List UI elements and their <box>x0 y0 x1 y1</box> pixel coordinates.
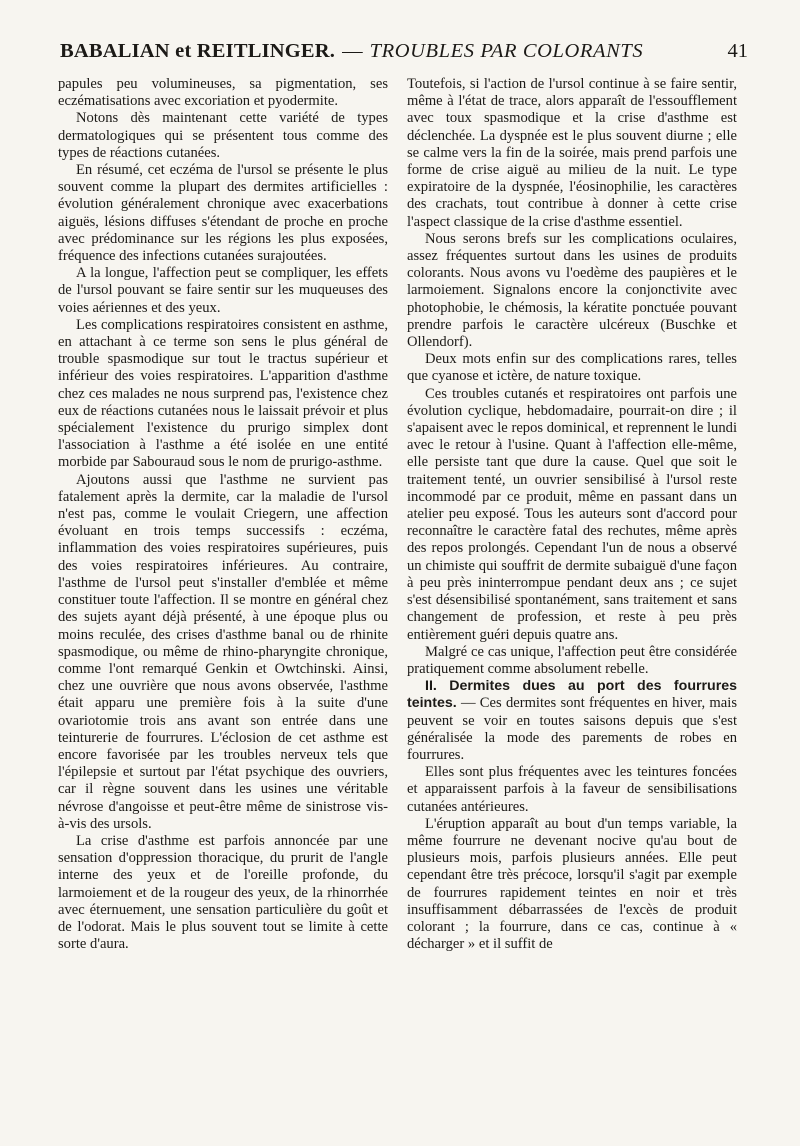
paragraph: Elles sont plus fréquentes avec les teintures foncées et apparaissent parfois à la faveur de sensibilisations cutanées antérieures. <box>407 764 737 815</box>
paragraph: L'éruption apparaît au bout d'un temps variable, la même fourrure ne devenant nocive qu'au bout de plusieurs mois, parfois plusieurs années. Elle peut cependant être très précoce, lorsqu'il s'agit par exemple de fourrures rapidement teintes en noir et très insuffisamment débarrassées de l'excès de produit colorant ; la fourrure, dans ce cas, continue à « décharger » et il suffit de <box>407 815 737 953</box>
header-authors: BABALIAN et REITLINGER. <box>60 40 336 62</box>
paragraph: Malgré ce cas unique, l'affection peut être considérée pratiquement comme absolument rebelle. <box>407 643 737 677</box>
left-column <box>58 76 388 953</box>
paragraph: Deux mots enfin sur des complications rares, telles que cyanose et ictère, de nature toxique. <box>407 351 737 385</box>
paragraph: La crise d'asthme est parfois annoncée par une sensation d'oppression thoracique, du prurit de l'angle interne des yeux et de l'oreille profonde, du larmoiement et de la rougeur des yeux, de la rhinorrhée avec éternuement, une sensation particulière du goût et de l'odorat. Mais le plus souvent tout se limite à cette sorte d'aura. <box>58 832 388 953</box>
header-separator: — <box>342 40 363 62</box>
page-number: 41 <box>727 40 748 62</box>
paragraph: Ajoutons aussi que l'asthme ne survient pas fatalement après la dermite, car la maladie de l'ursol n'est pas, comme le voulait Criegern, une affection évoluant en trois temps successifs : eczéma, inflammation des voies respiratoires supérieures, puis des voies respiratoires inférieures. Au contraire, l'asthme de l'ursol peut s'installer d'emblée et même constituer toute l'affection. Il se montre en général chez des sujets ayant déjà présenté, à une époque plus ou moins reculée, des crises d'asthme banal ou de rhinite spasmodique, ou même de rhino-pharyngite chronique, comme l'ont remarqué Genkin et Owtchinski. Ainsi, chez une ouvrière que nous avons observée, l'asthme était apparu une première fois à la suite d'une ovariotomie trois ans avant son entrée dans une teinturerie de fourrures. L'éclosion de cet asthme est encore favorisée par les troubles nerveux tels que l'épilepsie et surtout par l'état psychique des ouvriers, car il règne souvent dans les usines une véritable névrose d'angoisse et peut-être même de sinistrose vis-à-vis des ursols. <box>58 471 388 832</box>
paragraph: En résumé, cet eczéma de l'ursol se présente le plus souvent comme la plupart des dermites artificielles : évolution généralement chronique avec exacerbations aiguës, lésions diffuses s'étendant de proche en proche avec prédominance sur les régions les plus exposées, fréquence des infections cutanées surajoutées. <box>58 162 388 265</box>
header-title: TROUBLES PAR COLORANTS <box>369 40 644 62</box>
paragraph: Ces troubles cutanés et respiratoires ont parfois une évolution cyclique, hebdomadaire, pourrait-on dire ; il s'apaisent avec le repos dominical, et reprennent le lundi avec le retour à l'usine. Quant à l'affection elle-même, elle persiste tant que dure la cause. Quel que soit le traitement tenté, un ouvrier sensibilisé à l'ursol reste incommodé par ce produit, même en passant dans un atelier peu exposé. Tous les auteurs sont d'accord pour reconnaître le caractère fatal des rechutes, même après des repos prolongés. Cependant l'un de nous a observé un chimiste qui souffrit de dermite subaiguë d'une façon à peu près ininterrompue pendant deux ans ; ce sujet s'est désensibilisé spontanément, sans traitement et sans changement de profession, et reste à peu près entièrement guéri depuis quatre ans. <box>407 385 737 643</box>
paragraph: Notons dès maintenant cette variété de types dermatologiques qui se présentent tous comme des types de réactions cutanées. <box>58 110 388 161</box>
paragraph: A la longue, l'affection peut se compliquer, les effets de l'ursol pouvant se faire sentir sur les muqueuses des voies aériennes et des yeux. <box>58 265 388 316</box>
section-paragraph <box>407 678 737 764</box>
paragraph: Nous serons brefs sur les complications oculaires, assez fréquentes surtout dans les usines de produits colorants. Nous avons vu l'oedème des paupières et le larmoiement. Signalons encore la conjonctivite avec photophobie, le chémosis, la kératite ponctuée pouvant prendre parfois le caractère ulcéreux (Buschke et Ollendorf). <box>407 230 737 351</box>
section-text: — Ces dermites sont fréquentes en hiver, mais peuvent se voir en toutes saisons depuis que s'est généralisée la mode des parements de robes en fourrures. <box>407 695 737 763</box>
paragraph: Les complications respiratoires consistent en asthme, en attachant à ce terme son sens le plus général de trouble spasmodique sur tout le tractus supérieur et inférieur des voies respiratoires. L'apparition d'asthme chez ces malades ne nous surprend pas, l'existence chez eux de réactions cutanées nous le laissait prévoir et plus spécialement l'existence du prurigo simplex dont l'association à l'asthme a été isolée en une entité morbide par Sabouraud sous le nom de prurigo-asthme. <box>58 316 388 471</box>
section-title: II. Dermites dues au port des fourrures teintes. <box>407 678 737 712</box>
running-header <box>60 40 748 72</box>
right-column <box>407 76 737 953</box>
paragraph: Toutefois, si l'action de l'ursol continue à se faire sentir, même à l'état de trace, alors apparaît de l'essoufflement avec toux spasmodique et la crise d'asthme est déclenchée. La dyspnée est le plus souvent diurne ; elle se calme vers la fin de la soirée, mais prend parfois une forme de crise aiguë au milieu de la nuit. Le type expiratoire de la dyspnée, l'éosinophilie, les caractères des crachats, tout contribue à donner à cette crise l'aspect classique de la crise d'asthme essentiel. <box>407 76 737 230</box>
paragraph: papules peu volumineuses, sa pigmentation, ses eczématisations avec excoriation et pyodermite. <box>58 76 388 110</box>
